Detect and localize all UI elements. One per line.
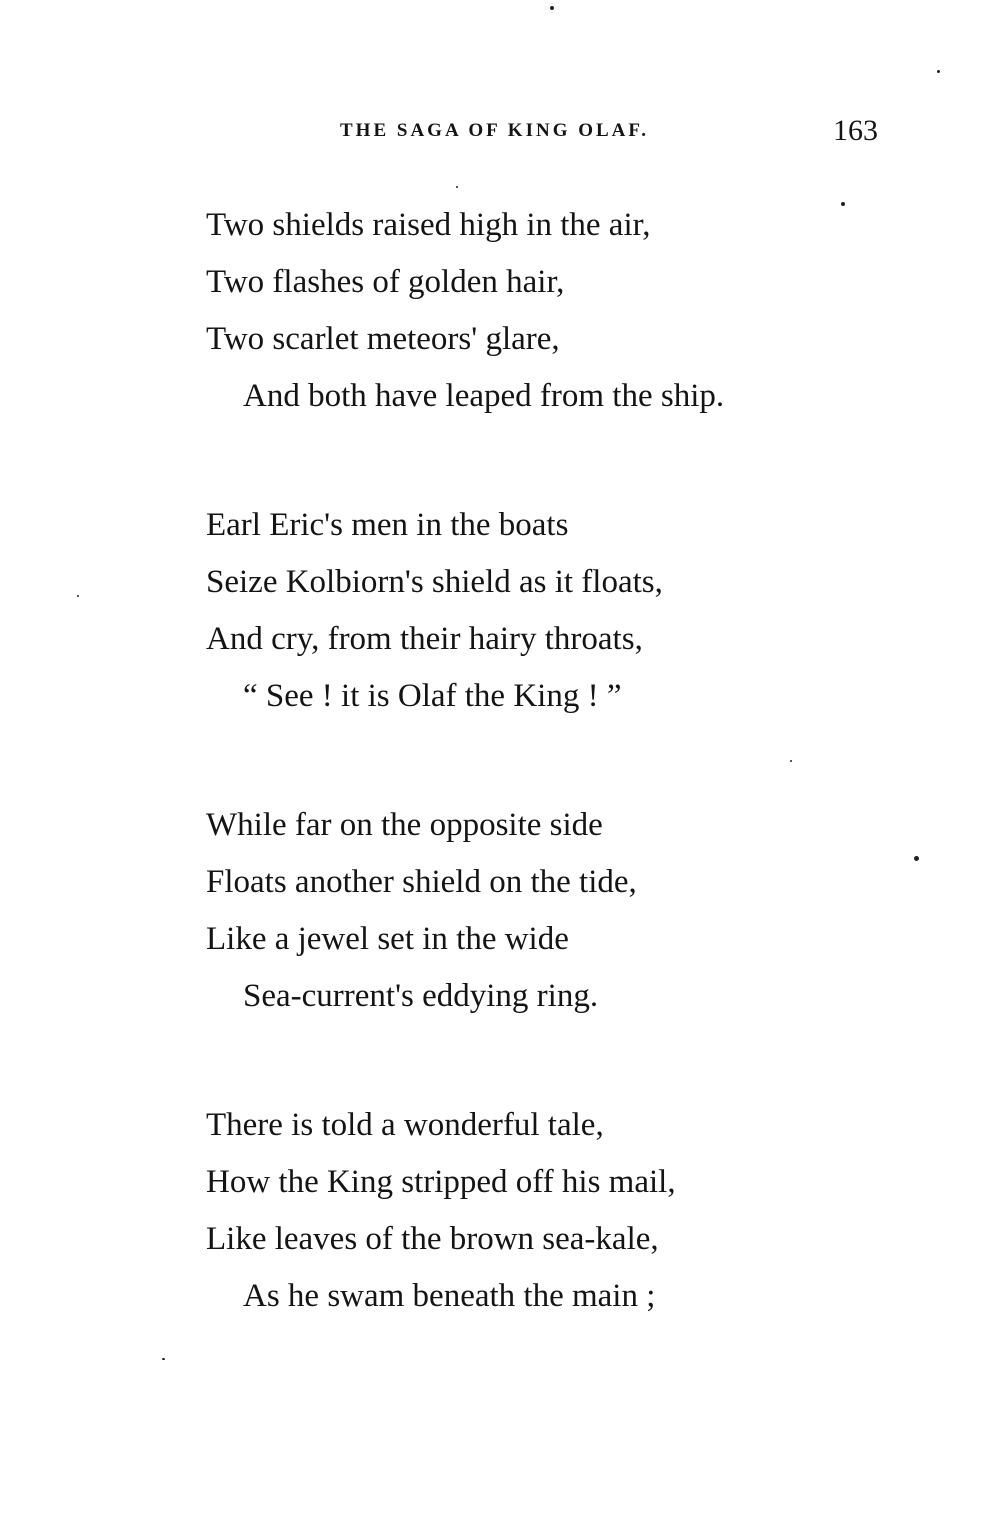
stanza-4: [206, 1097, 886, 1325]
stanza-1: [206, 197, 886, 425]
running-title: THE SAGA OF KING OLAF.: [340, 120, 650, 141]
scan-speck: [456, 186, 458, 188]
verse-line-indented: And both have leaped from the ship.: [243, 378, 725, 414]
verse-line: Two shields raised high in the air,: [206, 207, 651, 243]
scan-speck: [550, 6, 554, 10]
verse-line-indented: As he swam beneath the main ;: [243, 1278, 656, 1314]
verse-line: And cry, from their hairy throats,: [206, 621, 643, 657]
verse-line-indented: Sea-current's eddying ring.: [243, 978, 599, 1014]
scan-speck: [790, 760, 792, 762]
verse-line: Like a jewel set in the wide: [206, 921, 569, 957]
verse-line: There is told a wonderful tale,: [206, 1107, 604, 1143]
verse-line: Earl Eric's men in the boats: [206, 507, 569, 543]
scan-speck: [914, 856, 919, 861]
scan-speck: [162, 1358, 165, 1360]
verse-line: Two scarlet meteors' glare,: [206, 321, 560, 357]
verse-line: Floats another shield on the tide,: [206, 864, 637, 900]
verse-line: While far on the opposite side: [206, 807, 603, 843]
page-number: 163: [833, 114, 878, 147]
stanza-2: [206, 497, 886, 725]
verse-line: Seize Kolbiorn's shield as it floats,: [206, 564, 663, 600]
scan-speck: [841, 202, 845, 206]
verse-line-indented: “ See ! it is Olaf the King ! ”: [243, 678, 622, 714]
verse-line: How the King stripped off his mail,: [206, 1164, 676, 1200]
scan-speck: [937, 70, 940, 73]
verse-line: Like leaves of the brown sea-kale,: [206, 1221, 659, 1257]
stanza-3: [206, 797, 886, 1025]
scan-speck: [77, 595, 79, 597]
verse-line: Two flashes of golden hair,: [206, 264, 565, 300]
